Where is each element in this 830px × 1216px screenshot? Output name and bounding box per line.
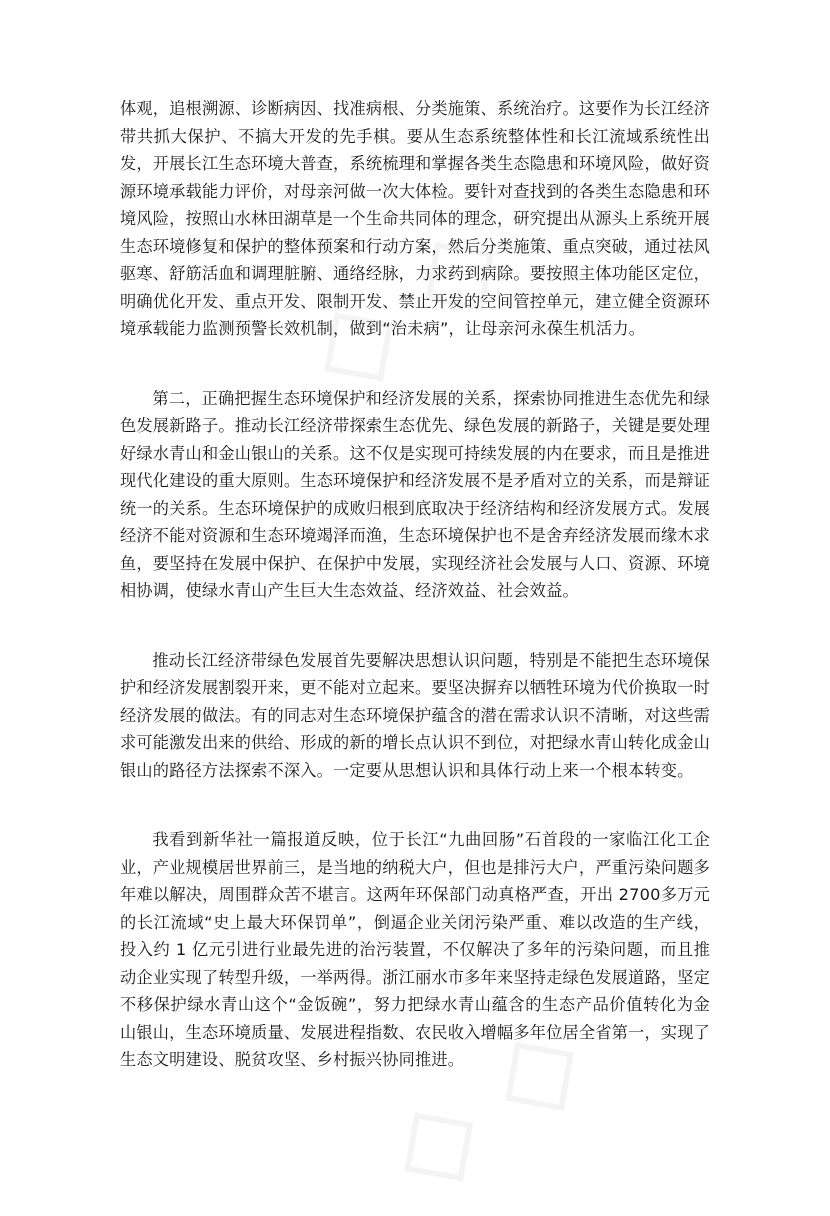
paragraph-1: 体观，追根溯源、诊断病因、找准病根、分类施策、系统治疗。这要作为长江经济带共抓大保护、不搞大开发的先手棋。要从生态系统整体性和长江流域系统性出发，开展长江生态环境大普查，系统梳理和掌握各类生态隐患和环境风险，做好资源环境承载能力评价，对母亲河做一次大体检。要针对查找到的各类生态隐患和环境风险，按照山水林田湖草是一个生命共同体的理念，研究提出从源头上系统开展生态环境修复和保护的整体预案和行动方案，然后分类施策、重点突破，通过祛风驱寒、舒筋活血和调理脏腑、通络经脉，力求药到病除。要按照主体功能区定位，明确优化开发、重点开发、限制开发、禁止开发的空间管控单元，建立健全资源环境承载能力监测预警长效机制，做到“治未病”，让母亲河永葆生机活力。 bbox=[120, 99, 710, 338]
paragraph-2: 第二，正确把握生态环境保护和经济发展的关系，探索协同推进生态优先和绿色发展新路子。推动长江经济带探索生态优先、绿色发展的新路子，关键是要处理好绿水青山和金山银山的关系。这不仅是实现可持续发展的内在要求，而且是推进现代化建设的重大原则。生态环境保护和经济发展不是矛盾对立的关系，而是辩证统一的关系。生态环境保护的成败归根到底取决于经济结构和经济发展方式。发展经济不能对资源和生态环境竭泽而渔，生态环境保护也不是舍弃经济发展而缘木求鱼，要坚持在发展中保护、在保护中发展，实现经济社会发展与人口、资源、环境相协调，使绿水青山产生巨大生态效益、经济效益、社会效益。 bbox=[120, 388, 710, 600]
paragraph-4: 我看到新华社一篇报道反映，位于长江“九曲回肠”石首段的一家临江化工企业，产业规模居世界前三，是当地的纳税大户，但也是排污大户，严重污染问题多年难以解决，周围群众苦不堪言。这两年环保部门动真格严查，开出 2700多万元的长江流域“史上最大环保罚单”，倒逼企业关闭污染严重、难以改造的生产线，投入约 1 亿元引进行业最先进的治污装置，不仅解决了多年的污染问题，而且推动企业实现了转型升级，一举两得。浙江丽水市多年来坚持走绿色发展道路，坚定不移保护绿水青山这个“金饭碗”，努力把绿水青山蕴含的生态产品价值转化为金山银山，生态环境质量、发展进程指数、农民收入增幅多年位居全省第一，实现了生态文明建设、脱贫攻坚、乡村振兴协同推进。 bbox=[120, 830, 710, 1069]
paragraph-3: 推动长江经济带绿色发展首先要解决思想认识问题，特别是不能把生态环境保护和经济发展割裂开来，更不能对立起来。要坚决摒弃以牺牲环境为代价换取一时经济发展的做法。有的同志对生态环境保护蕴含的潜在需求认识不清晰，对这些需求可能激发出来的供给、形成的新的增长点认识不到位，对把绿水青山转化成金山银山的路径方法探索不深入。一定要从思想认识和具体行动上来一个根本转变。 bbox=[120, 650, 710, 780]
document-body bbox=[120, 95, 710, 1116]
